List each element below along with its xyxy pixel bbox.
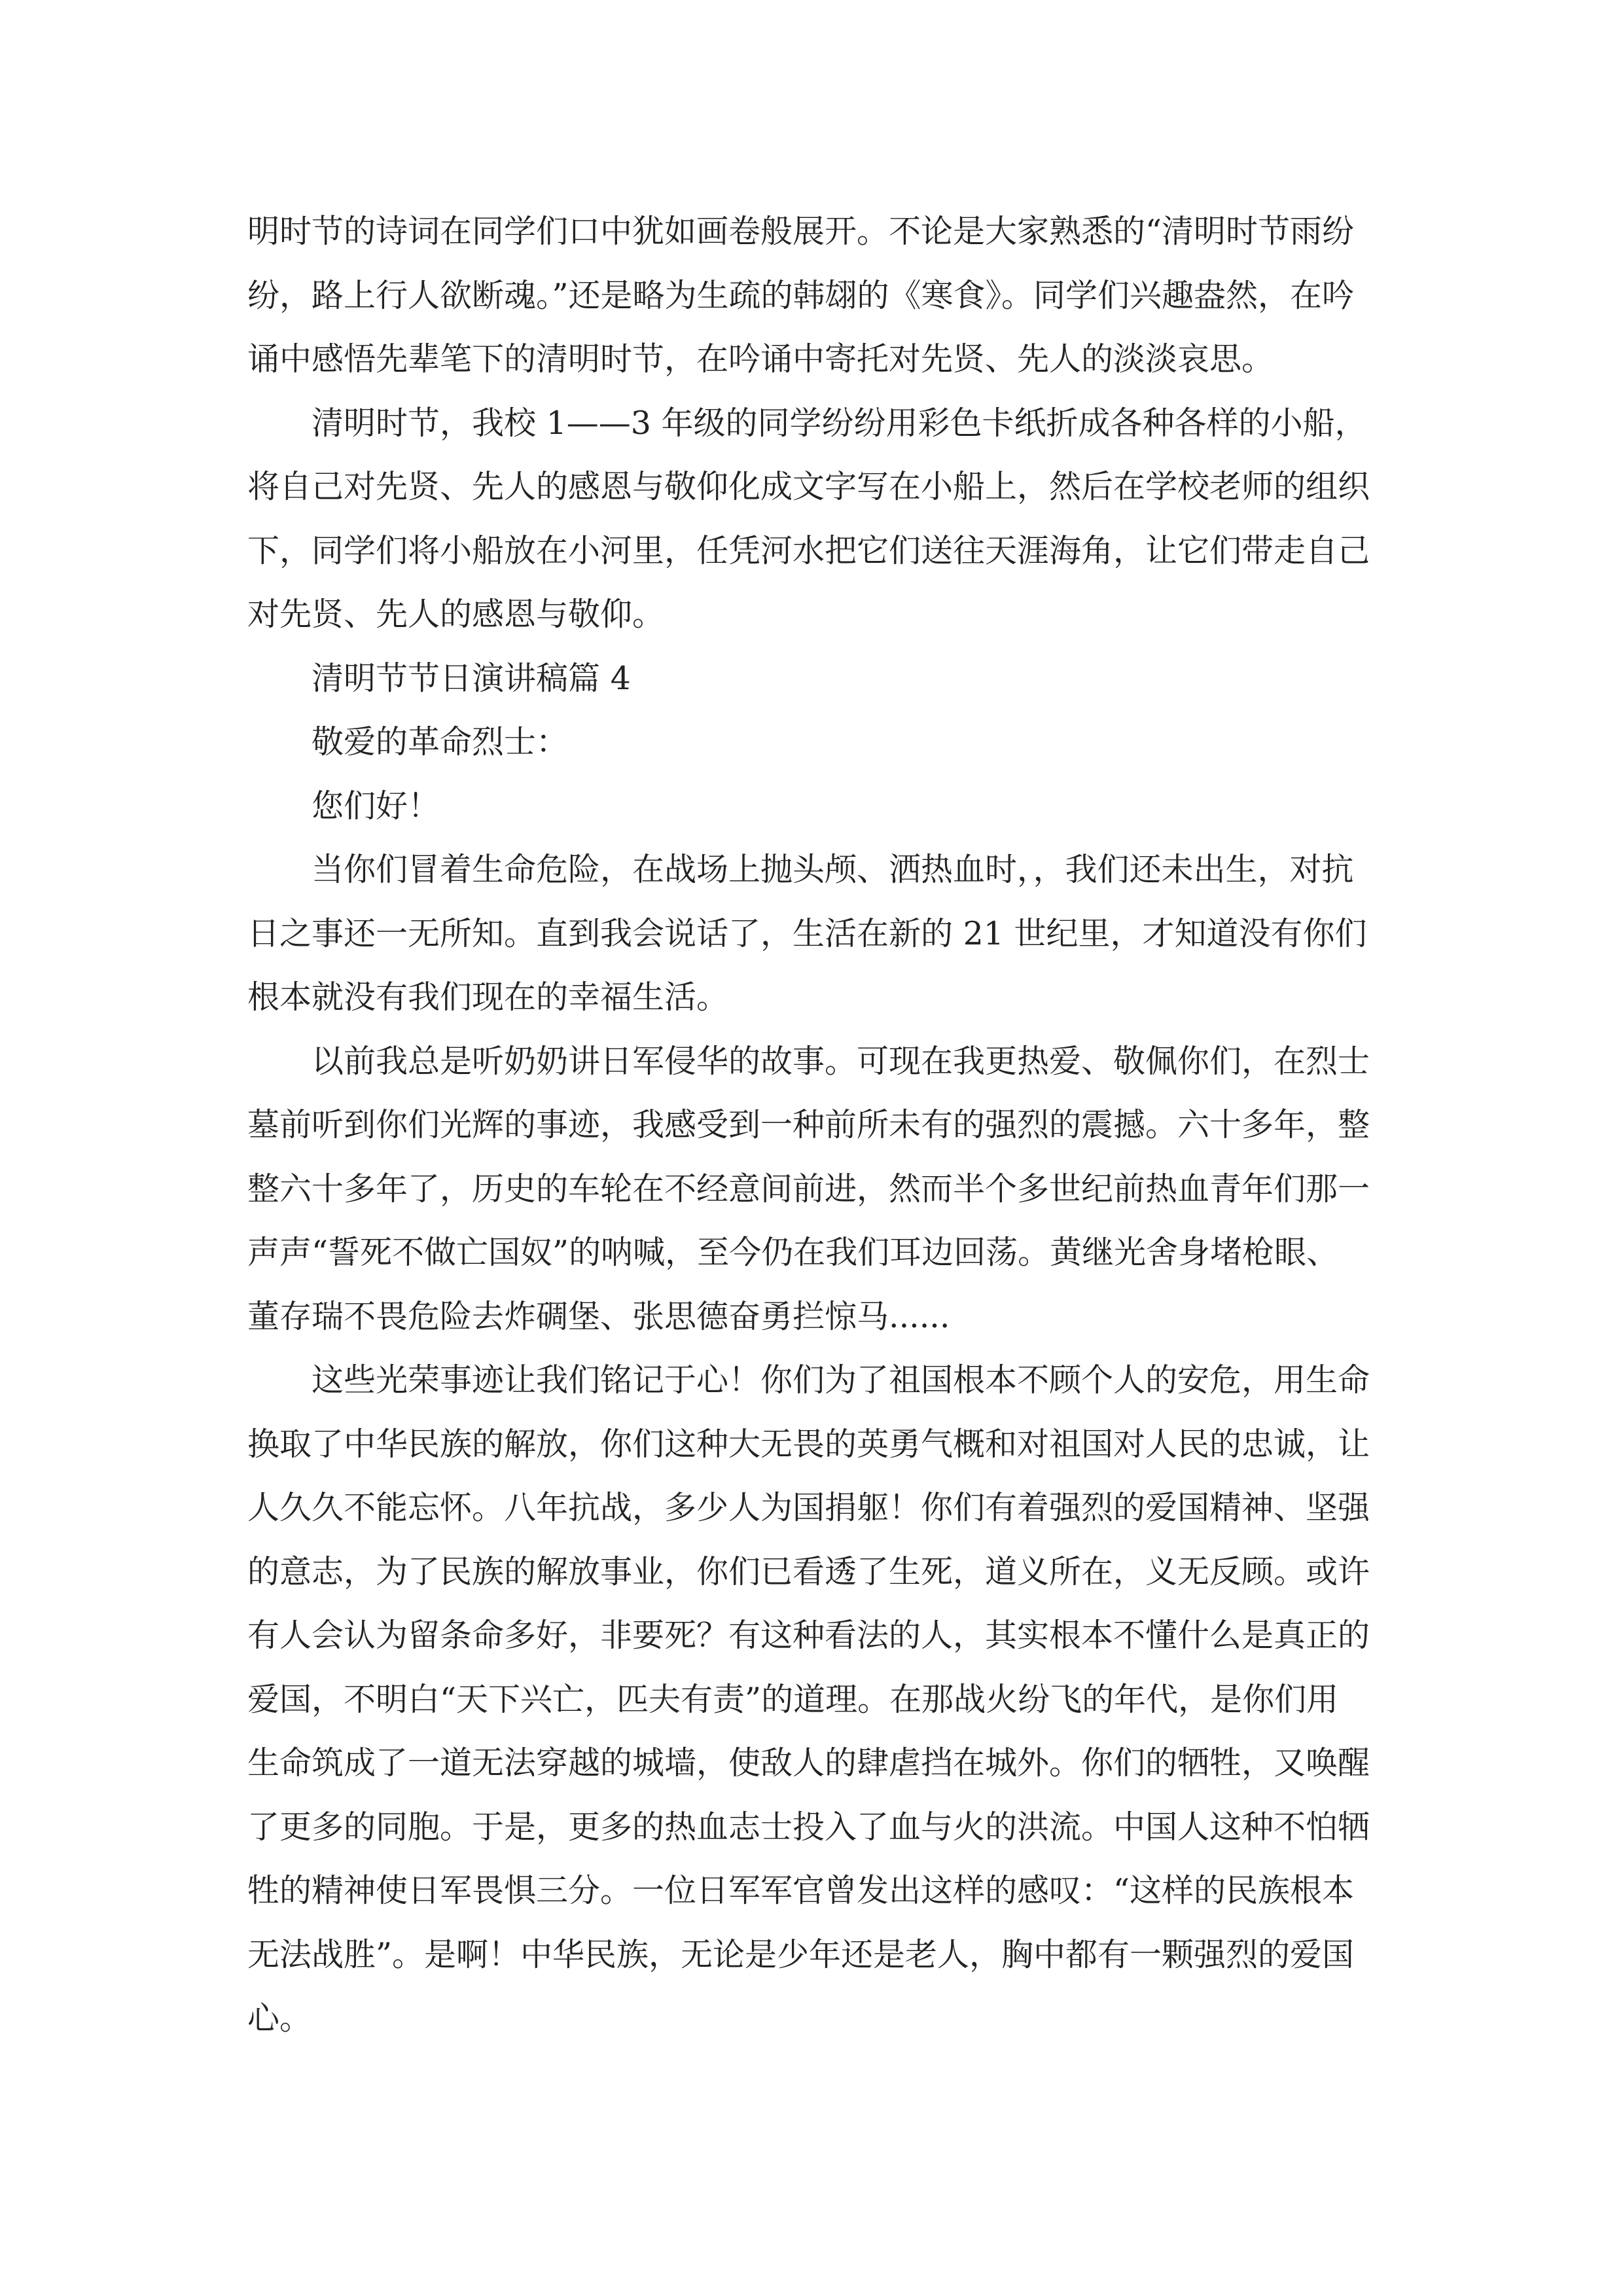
paragraph-start-line: 清明时节，我校 1——3 年级的同学纷纷用彩色卡纸折成各种各样的小船，	[312, 404, 1367, 442]
greeting: 您们好！	[312, 787, 440, 825]
text-line: 对先贤、先人的感恩与敬仰。	[247, 596, 665, 633]
text-line: 将自己对先贤、先人的感恩与敬仰化成文字写在小船上，然后在学校老师的组织	[247, 468, 1370, 505]
text-line: 根本就没有我们现在的幸福生活。	[247, 978, 729, 1016]
paragraph-start-line: 当你们冒着生命危险，在战场上抛头颅、洒热血时，，我们还未出生，对抗	[312, 851, 1354, 888]
text-line: 无法战胜”。是啊！中华民族，无论是少年还是老人，胸中都有一颗强烈的爱国	[247, 1935, 1355, 1973]
body-text	[247, 200, 1373, 2051]
text-line: 有人会认为留条命多好，非要死？有这种看法的人，其实根本不懂什么是真正的	[247, 1617, 1370, 1654]
text-line: 整六十多年了，历史的车轮在不经意间前进，然而半个多世纪前热血青年们那一	[247, 1170, 1370, 1208]
salutation: 敬爱的革命烈士：	[312, 723, 569, 761]
text-line: 生命筑成了一道无法穿越的城墙，使敌人的肆虐挡在城外。你们的牺牲，又唤醒	[247, 1744, 1370, 1782]
text-line: 换取了中华民族的解放，你们这种大无畏的英勇气概和对祖国对人民的忠诚，让	[247, 1425, 1370, 1463]
paragraph-start-line: 这些光荣事迹让我们铭记于心！你们为了祖国根本不顾个人的安危，用生命	[312, 1361, 1370, 1399]
text-line: 纷，路上行人欲断魂。”还是略为生疏的韩翃的《寒食》。同学们兴趣盎然，在吟	[247, 276, 1355, 314]
text-line: 下，同学们将小船放在小河里，任凭河水把它们送往天涯海角，让它们带走自己	[247, 531, 1370, 569]
text-line: 日之事还一无所知。直到我会说话了，生活在新的 21 世纪里，才知道没有你们	[247, 914, 1367, 952]
text-line: 人久久不能忘怀。八年抗战，多少人为国捐躯！你们有着强烈的爱国精神、坚强	[247, 1489, 1370, 1526]
text-line: 诵中感悟先辈笔下的清明时节，在吟诵中寄托对先贤、先人的淡淡哀思。	[247, 340, 1274, 378]
text-line: 墓前听到你们光辉的事迹，我感受到一种前所未有的强烈的震撼。六十多年，整	[247, 1106, 1370, 1143]
text-line: 了更多的同胞。于是，更多的热血志士投入了血与火的洪流。中国人这种不怕牺	[247, 1808, 1370, 1846]
text-line: 声声“誓死不做亡国奴”的呐喊，至今仍在我们耳边回荡。黄继光舍身堵枪眼、	[247, 1234, 1339, 1271]
section-heading: 清明节节日演讲稿篇 4	[312, 659, 631, 697]
paragraph-start-line: 以前我总是听奶奶讲日军侵华的故事。可现在我更热爱、敬佩你们，在烈士	[312, 1042, 1370, 1080]
text-line: 牲的精神使日军畏惧三分。一位日军军官曾发出这样的感叹：“这样的民族根本	[247, 1872, 1355, 1909]
text-line: 爱国，不明白“天下兴亡，匹夫有责”的道理。在那战火纷飞的年代，是你们用	[247, 1680, 1339, 1718]
text-line: 明时节的诗词在同学们口中犹如画卷般展开。不论是大家熟悉的“清明时节雨纷	[247, 213, 1355, 250]
text-line: 的意志，为了民族的解放事业，你们已看透了生死，道义所在，义无反顾。或许	[247, 1552, 1370, 1590]
text-line: 董存瑞不畏危险去炸碉堡、张思德奋勇拦惊马......	[247, 1297, 950, 1335]
text-line: 心。	[247, 2000, 312, 2037]
